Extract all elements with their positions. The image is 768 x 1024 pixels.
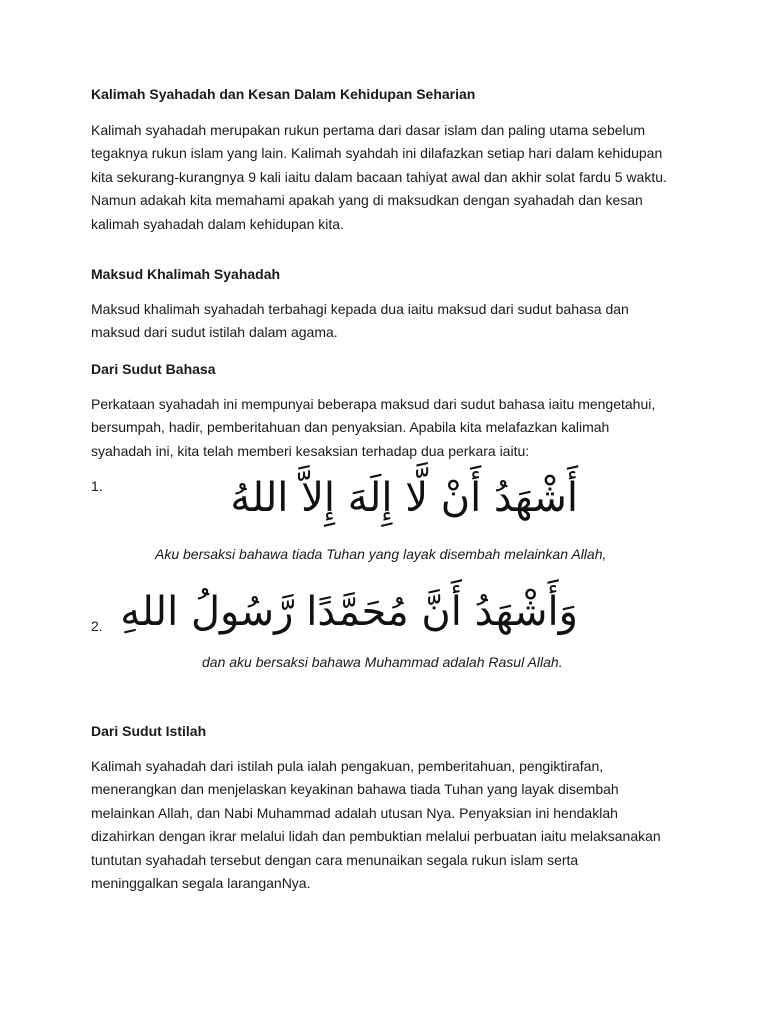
- paragraph-line: maksud dari sudut istilah dalam agama.: [91, 324, 338, 341]
- bahasa-paragraph: [91, 393, 691, 463]
- paragraph-line: Kalimah syahadah merupakan rukun pertama dari dasar islam dan paling utama sebelum: [91, 122, 646, 138]
- paragraph-line: meninggalkan segala laranganNya.: [91, 875, 311, 892]
- arabic-shahada-first: أَشْهَدُ أَنْ لَّا إِلَهَ إِلاَّ اللهُ: [230, 475, 578, 521]
- list-number: 2.: [91, 618, 103, 634]
- translation-first: Aku bersaksi bahawa tiada Tuhan yang layak disembah melainkan Allah,: [155, 546, 607, 562]
- paragraph-line: melainkan Allah, dan Nabi Muhammad adalah utusan Nya. Penyaksian ini hendaklah: [91, 804, 618, 821]
- paragraph-line: kalimah syahadah dalam kehidupan kita.: [91, 215, 344, 232]
- paragraph-line: bersumpah, hadir, pemberitahuan dan penyaksian. Apabila kita melafazkan kalimah: [91, 419, 610, 436]
- translation-second: dan aku bersaksi bahawa Muhammad adalah Rasul Allah.: [202, 654, 563, 670]
- document-title: Kalimah Syahadah dan Kesan Dalam Kehidupan Seharian: [91, 86, 476, 102]
- paragraph-line: Kalimah syahadah dari istilah pula ialah pengakuan, pemberitahuan, pengiktirafan,: [91, 758, 604, 774]
- paragraph-line: Maksud khalimah syahadah terbahagi kepada dua iaitu maksud dari sudut bahasa dan: [91, 301, 629, 317]
- paragraph-line: menerangkan dan menjelaskan keyakinan bahawa tiada Tuhan yang layak disembah: [91, 781, 619, 798]
- section-heading-istilah: Dari Sudut Istilah: [91, 723, 207, 739]
- istilah-paragraph: [91, 755, 691, 895]
- maksud-paragraph: [91, 298, 691, 345]
- section-heading-maksud: Maksud Khalimah Syahadah: [91, 266, 281, 282]
- paragraph-line: tegaknya rukun islam yang lain. Kalimah syahdah ini dilafazkan setiap hari dalam kehidupan: [91, 145, 663, 162]
- paragraph-line: tuntutan syahadah tersebut dengan cara menunaikan segala rukun islam serta: [91, 851, 579, 868]
- paragraph-line: dizahirkan dengan ikrar melalui lidah dan pembuktian melalui perbuatan iaitu melaksanakan: [91, 828, 661, 845]
- paragraph-line: Namun adakah kita memahami apakah yang di maksudkan dengan syahadah dan kesan: [91, 192, 643, 209]
- list-number: 1.: [91, 478, 103, 494]
- paragraph-line: syahadah ini, kita telah memberi kesaksian terhadap dua perkara iaitu:: [91, 442, 530, 459]
- intro-paragraph: [91, 119, 691, 236]
- section-heading-bahasa: Dari Sudut Bahasa: [91, 361, 216, 377]
- paragraph-line: Perkataan syahadah ini mempunyai beberapa maksud dari sudut bahasa iaitu mengetahui,: [91, 396, 656, 412]
- arabic-shahada-second: وَأَشْهَدُ أَنَّ مُحَمَّدًا رَّسُولُ اللهِ: [120, 589, 578, 635]
- paragraph-line: kita sekurang-kurangnya 9 kali iaitu dalam bacaan tahiyat awal dan akhir solat fardu 5 waktu.: [91, 168, 667, 185]
